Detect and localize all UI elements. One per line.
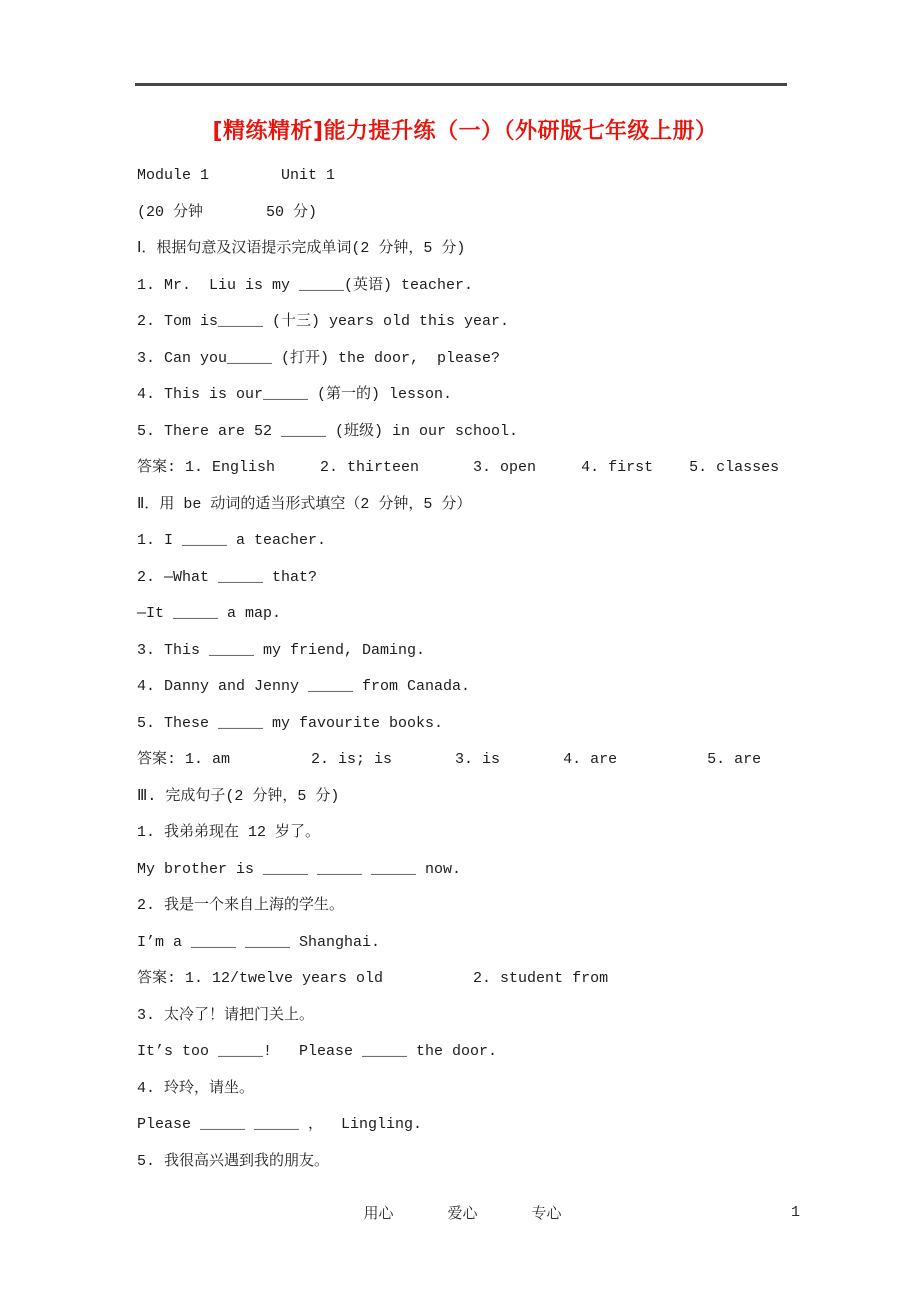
section-3-item-3-cn: 3. 太冷了！请把门关上。 — [137, 1006, 315, 1024]
section-1-heading: Ⅰ．根据句意及汉语提示完成单词(2 分钟，5 分) — [137, 240, 466, 257]
section-3-item-2-en: I’m a _____ _____ Shanghai. — [137, 933, 381, 951]
section-2-answers: 答案: 1. am 2. is; is 3. is 4. are 5. are — [137, 751, 762, 768]
section-3-item-2-cn: 2. 我是一个来自上海的学生。 — [137, 897, 345, 914]
module-unit-line: Module 1 Unit 1 — [137, 167, 336, 184]
section-3-item-1-en: My brother is _____ _____ _____ now. — [137, 860, 462, 878]
section-2-item-3: 3. This _____ my friend, Daming. — [137, 641, 426, 659]
section-3-item-5-cn: 5. 我很高兴遇到我的朋友。 — [137, 1152, 330, 1170]
document-title: [精练精析]能力提升练（一）（外研版七年级上册） — [212, 119, 718, 144]
section-3-item-4-cn: 4. 玲玲，请坐。 — [137, 1079, 255, 1097]
section-1-item-3: 3. Can you_____ (打开) the door, please? — [137, 349, 501, 367]
section-1-item-2: 2. Tom is_____ (十三) years old this year. — [137, 313, 510, 330]
section-2-item-1: 1. I _____ a teacher. — [137, 532, 327, 549]
section-3-item-4-en: Please _____ _____ ， Lingling. — [137, 1116, 423, 1133]
section-3-answers-1-2: 答案: 1. 12/twelve years old 2. student from — [137, 970, 609, 987]
section-1-answers: 答案: 1. English 2. thirteen 3. open 4. first 5. classes — [137, 459, 780, 476]
section-1-item-1: 1. Mr. Liu is my _____(英语) teacher. — [137, 276, 474, 294]
section-1-item-5: 5. There are 52 _____ (班级) in our school. — [137, 422, 519, 440]
section-3-item-3-en: It’s too _____! Please _____ the door. — [137, 1043, 498, 1060]
section-2-item-2b: —It _____ a map. — [137, 605, 282, 622]
section-2-heading: Ⅱ．用 be 动词的适当形式填空（2 分钟，5 分） — [137, 495, 472, 513]
footer-page-number: 1 — [790, 1204, 800, 1221]
time-score-line: (20 分钟 50 分) — [137, 203, 318, 221]
document-body — [137, 158, 809, 1180]
section-2-item-5: 5. These _____ my favourite books. — [137, 714, 444, 732]
section-2-item-4: 4. Danny and Jenny _____ from Canada. — [137, 678, 471, 695]
footer-motto: 用心 爱心 专心 — [363, 1206, 562, 1223]
section-3-heading: Ⅲ. 完成句子(2 分钟，5 分) — [137, 787, 340, 805]
section-3-item-1-cn: 1. 我弟弟现在 12 岁了。 — [137, 824, 321, 841]
header-rule — [135, 83, 787, 86]
section-1-item-4: 4. This is our_____ (第一的) lesson. — [137, 386, 453, 403]
section-2-item-2: 2. —What _____ that? — [137, 568, 318, 586]
